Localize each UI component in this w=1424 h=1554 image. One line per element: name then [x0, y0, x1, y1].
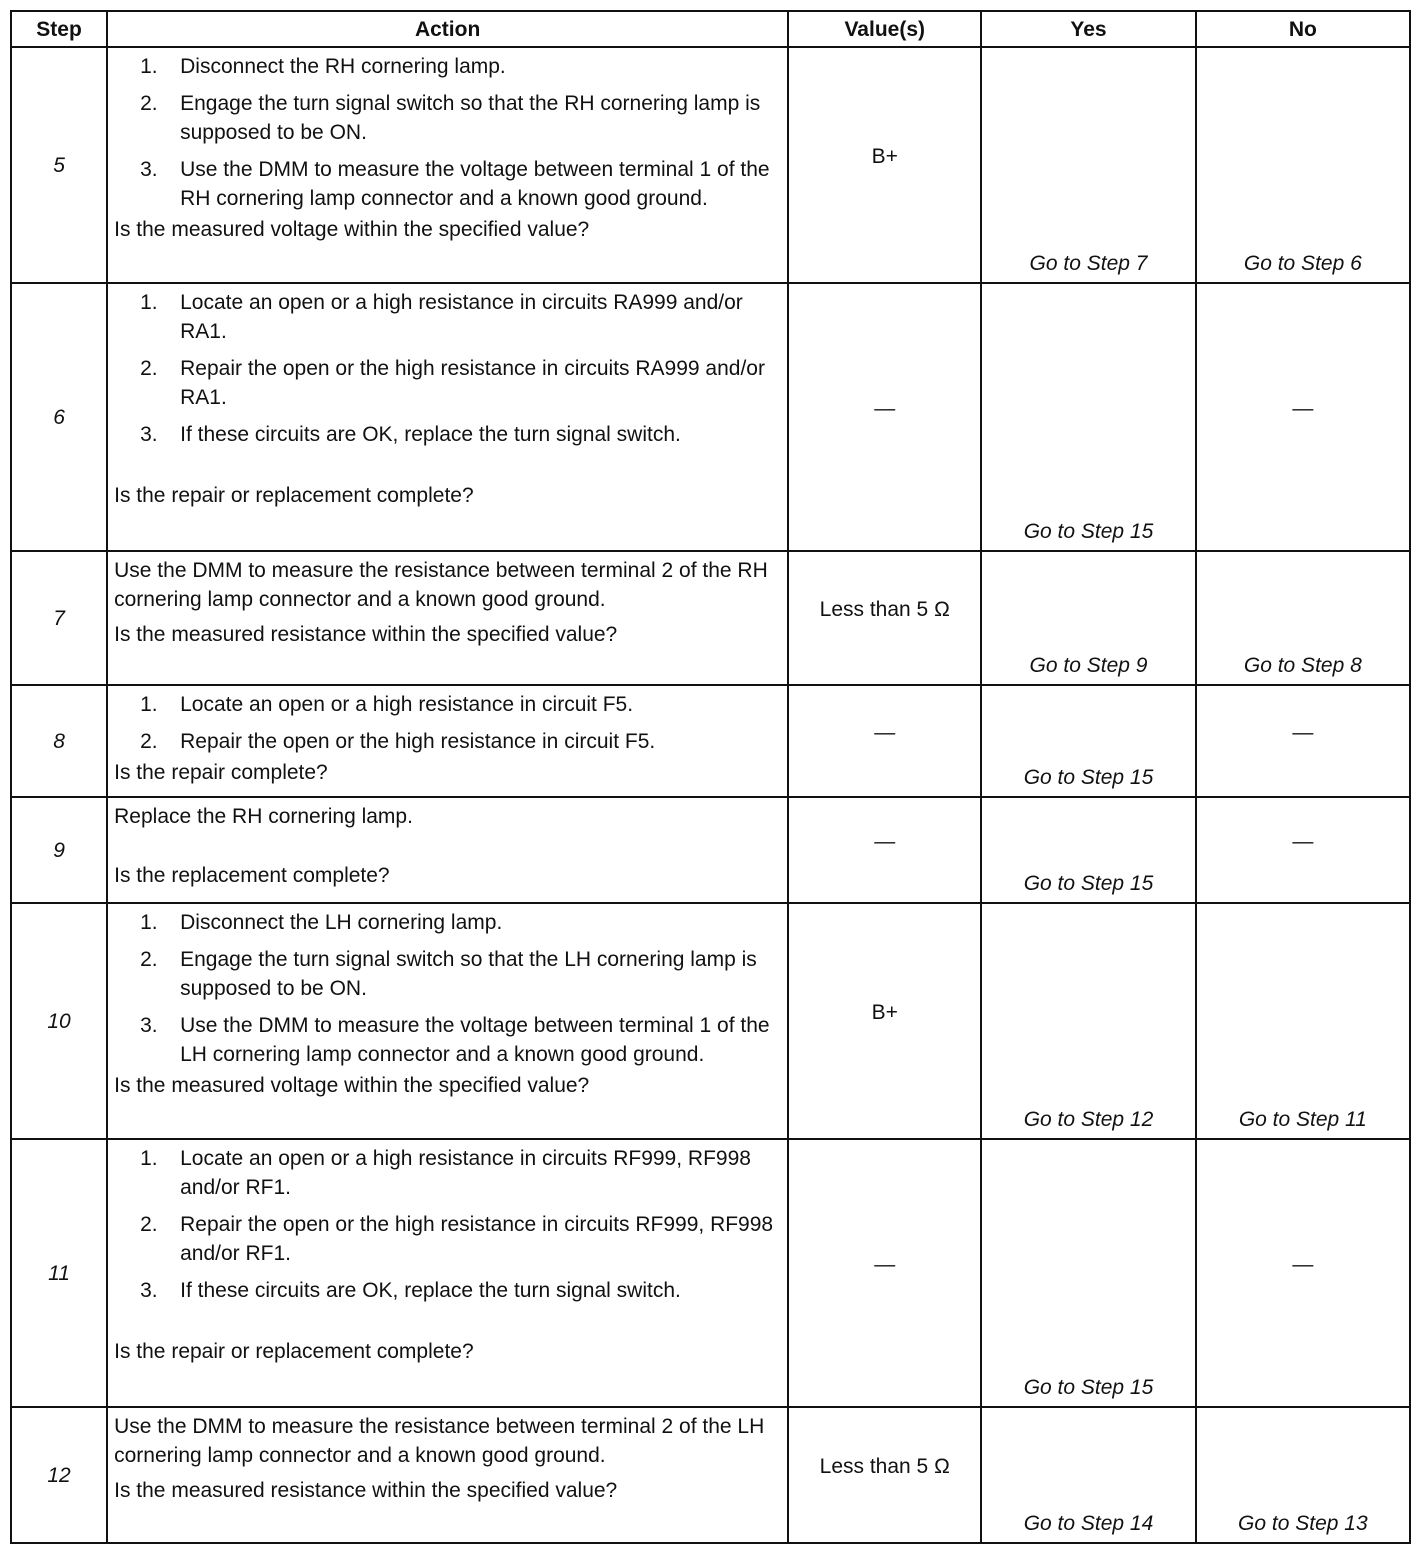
action-question: Is the measured voltage within the specified value?: [114, 1074, 590, 1097]
yes-cell: [981, 1407, 1195, 1543]
no-cell: [1196, 47, 1410, 283]
action-cell: [107, 551, 788, 685]
step-number: 5: [11, 47, 107, 283]
table-row: [11, 903, 1410, 1139]
yes-goto: Go to Step 15: [1023, 1376, 1154, 1399]
value-cell: Less than 5 Ω: [788, 1407, 981, 1543]
action-list: [114, 1144, 781, 1305]
step-number: 10: [11, 903, 107, 1139]
header-step: Step: [11, 11, 107, 47]
no-cell: [1196, 903, 1410, 1139]
action-cell: [107, 47, 788, 283]
table-row: [11, 1407, 1410, 1543]
no-cell: —: [1196, 797, 1410, 903]
value-cell: B+: [788, 903, 981, 1139]
action-item: 3. If these circuits are OK, replace the turn signal switch.: [180, 1276, 781, 1305]
action-text: Use the DMM to measure the resistance between terminal 2 of the LH cornering lamp connector and a known good ground.: [114, 1415, 765, 1467]
action-item: 1. Locate an open or a high resistance in circuits RA999 and/or RA1.: [180, 288, 781, 346]
yes-goto: Go to Step 15: [1023, 872, 1154, 895]
no-cell: [1196, 551, 1410, 685]
action-cell: [107, 1139, 788, 1407]
action-list: [114, 908, 781, 1069]
no-cell: [1196, 1407, 1410, 1543]
action-item: 2. Engage the turn signal switch so that the RH cornering lamp is supposed to be ON.: [180, 89, 781, 147]
yes-goto: Go to Step 15: [1023, 766, 1154, 789]
action-item: 2. Repair the open or the high resistance in circuits RF999, RF998 and/or RF1.: [180, 1210, 781, 1268]
header-yes: Yes: [981, 11, 1195, 47]
action-text: Replace the RH cornering lamp.: [114, 805, 413, 828]
action-list: [114, 52, 781, 213]
no-goto: Go to Step 11: [1238, 1108, 1367, 1131]
header-row: [11, 11, 1410, 47]
action-item: 1. Locate an open or a high resistance in circuits RF999, RF998 and/or RF1.: [180, 1144, 781, 1202]
action-cell: [107, 685, 788, 797]
yes-goto: Go to Step 12: [1023, 1108, 1154, 1131]
header-action: Action: [107, 11, 788, 47]
action-question: Is the measured resistance within the specified value?: [114, 1479, 618, 1502]
action-question: Is the repair or replacement complete?: [114, 484, 474, 507]
action-cell: [107, 283, 788, 551]
yes-cell: [981, 685, 1195, 797]
table-row: [11, 1139, 1410, 1407]
step-number: 9: [11, 797, 107, 903]
action-question: Is the replacement complete?: [114, 864, 390, 887]
action-item: 2. Engage the turn signal switch so that the LH cornering lamp is supposed to be ON.: [180, 945, 781, 1003]
table-row: [11, 551, 1410, 685]
yes-cell: [981, 903, 1195, 1139]
no-cell: —: [1196, 1139, 1410, 1407]
action-list: [114, 288, 781, 449]
no-goto: Go to Step 8: [1243, 654, 1362, 677]
step-number: 8: [11, 685, 107, 797]
yes-cell: [981, 797, 1195, 903]
action-item: 1. Locate an open or a high resistance in circuit F5.: [180, 690, 781, 719]
action-item: 3. Use the DMM to measure the voltage between terminal 1 of the RH cornering lamp connector and a known good ground.: [180, 155, 781, 213]
yes-cell: [981, 1139, 1195, 1407]
action-item: 1. Disconnect the RH cornering lamp.: [180, 52, 781, 81]
action-item: 2. Repair the open or the high resistance in circuit F5.: [180, 727, 781, 756]
yes-goto: Go to Step 7: [1029, 252, 1148, 275]
action-cell: [107, 1407, 788, 1543]
yes-cell: [981, 47, 1195, 283]
action-text: Use the DMM to measure the resistance between terminal 2 of the RH cornering lamp connector and a known good ground.: [114, 559, 768, 611]
action-question: Is the repair complete?: [114, 761, 328, 784]
action-item: 3. If these circuits are OK, replace the turn signal switch.: [180, 420, 781, 449]
action-cell: [107, 903, 788, 1139]
step-number: 7: [11, 551, 107, 685]
value-cell: Less than 5 Ω: [788, 551, 981, 685]
diagnostic-table: [10, 10, 1411, 1544]
step-number: 6: [11, 283, 107, 551]
table-row: [11, 797, 1410, 903]
action-question: Is the measured resistance within the specified value?: [114, 623, 618, 646]
table-row: [11, 283, 1410, 551]
action-question: Is the measured voltage within the specified value?: [114, 218, 590, 241]
table-row: [11, 47, 1410, 283]
action-item: 1. Disconnect the LH cornering lamp.: [180, 908, 781, 937]
step-number: 12: [11, 1407, 107, 1543]
yes-cell: [981, 551, 1195, 685]
no-goto: Go to Step 6: [1243, 252, 1362, 275]
no-goto: Go to Step 13: [1238, 1512, 1368, 1535]
no-cell: —: [1196, 283, 1410, 551]
no-cell: —: [1196, 685, 1410, 797]
yes-goto: Go to Step 14: [1023, 1512, 1154, 1535]
value-cell: —: [788, 797, 981, 903]
value-cell: —: [788, 685, 981, 797]
action-item: 2. Repair the open or the high resistance in circuits RA999 and/or RA1.: [180, 354, 781, 412]
value-cell: —: [788, 283, 981, 551]
yes-cell: [981, 283, 1195, 551]
action-question: Is the repair or replacement complete?: [114, 1340, 474, 1363]
yes-goto: Go to Step 9: [1029, 654, 1148, 677]
step-number: 11: [11, 1139, 107, 1407]
yes-goto: Go to Step 15: [1023, 520, 1154, 543]
header-no: No: [1196, 11, 1410, 47]
action-item: 3. Use the DMM to measure the voltage between terminal 1 of the LH cornering lamp connector and a known good ground.: [180, 1011, 781, 1069]
action-cell: [107, 797, 788, 903]
value-cell: B+: [788, 47, 981, 283]
value-cell: —: [788, 1139, 981, 1407]
action-list: [114, 690, 781, 756]
header-values: Value(s): [788, 11, 981, 47]
table-row: [11, 685, 1410, 797]
